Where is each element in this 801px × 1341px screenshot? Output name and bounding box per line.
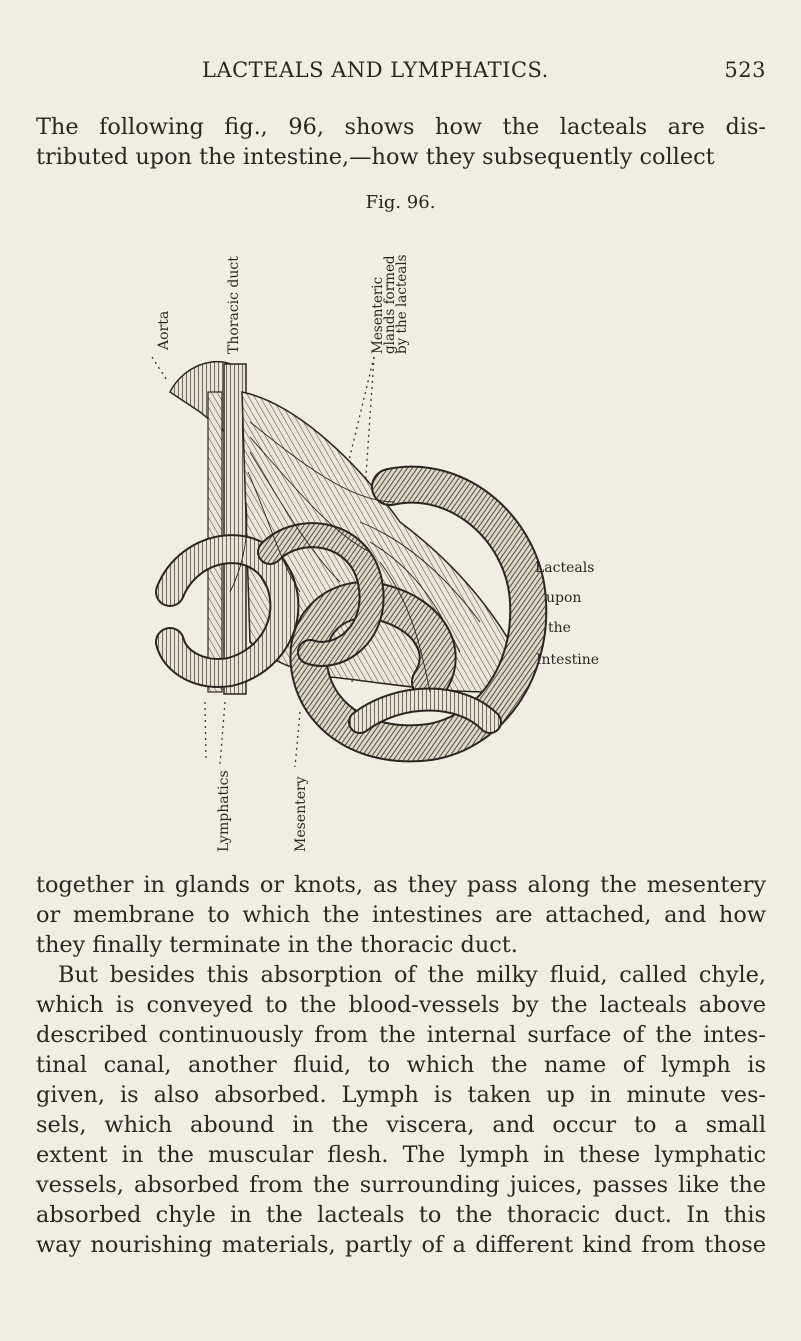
figure-96-illustration: [130, 222, 690, 862]
paragraph-top: [36, 112, 766, 172]
text-line: which is conveyed to the blood-vessels by the lacteals above: [36, 992, 766, 1018]
text-line: tributed upon the intestine,—how they subsequently collect: [36, 144, 715, 170]
text-line: together in glands or knots, as they pass along the mesentery: [36, 872, 766, 898]
label-mesenteric-3: by the lacteals: [394, 254, 410, 354]
text-line: described continuously from the internal surface of the intes-: [36, 1022, 766, 1048]
text-line: given, is also absorbed. Lymph is taken up in minute ves-: [36, 1082, 766, 1108]
text-line: The following fig., 96, shows how the lacteals are dis-: [36, 114, 766, 140]
text-line: way nourishing materials, partly of a different kind from those: [36, 1232, 766, 1258]
text-line: But besides this absorption of the milky fluid, called chyle,: [58, 962, 766, 988]
text-line: vessels, absorbed from the surrounding juices, passes like the: [36, 1172, 766, 1198]
paragraph-bottom: [36, 870, 766, 1260]
label-aorta: Aorta: [156, 310, 172, 350]
running-head-title: LACTEALS AND LYMPHATICS.: [202, 58, 549, 82]
text-line: absorbed chyle in the lacteals to the thoracic duct. In this: [36, 1202, 766, 1228]
label-mesenteric-1: Mesenteric: [370, 276, 386, 354]
label-mesentery: Mesentery: [293, 776, 309, 852]
label-intestine: Intestine: [536, 652, 600, 668]
label-upon: upon: [546, 590, 582, 606]
text-line: sels, which abound in the viscera, and occur to a small: [36, 1112, 766, 1138]
text-line: tinal canal, another fluid, to which the name of lymph is: [36, 1052, 766, 1078]
page-number: 523: [724, 58, 766, 82]
label-thoracic-duct: Thoracic duct: [226, 256, 242, 354]
text-line: extent in the muscular flesh. The lymph in these lymphatic: [36, 1142, 766, 1168]
label-lymphatics: Lymphatics: [216, 770, 232, 852]
figure-caption: Fig. 96.: [365, 192, 436, 213]
label-mesenteric-2: glands formed: [382, 255, 398, 354]
label-the: the: [548, 620, 571, 636]
text-line: or membrane to which the intestines are attached, and how: [36, 902, 766, 928]
label-lacteals: Lacteals: [535, 560, 595, 576]
text-line: they finally terminate in the thoracic duct.: [36, 932, 518, 958]
running-head: [36, 58, 766, 88]
anatomy-engraving: [130, 222, 690, 862]
